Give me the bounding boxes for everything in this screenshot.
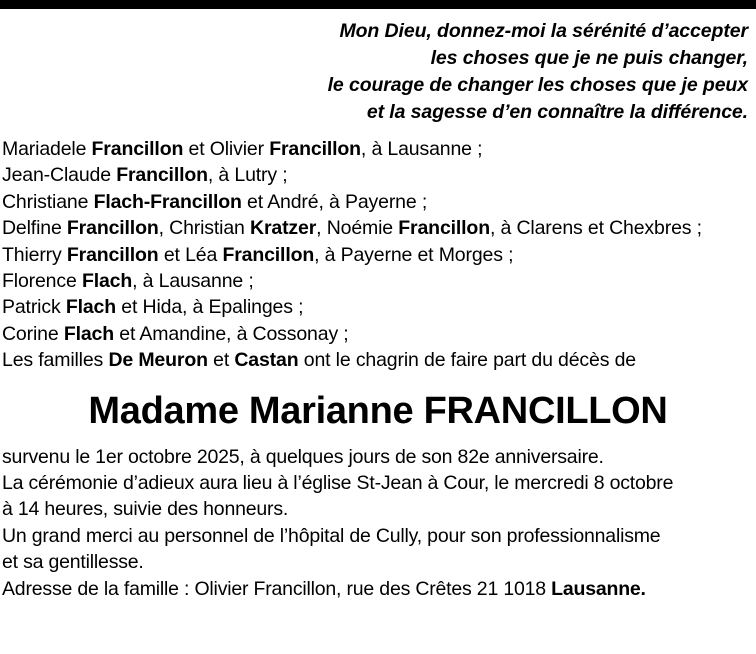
body-text: Patrick xyxy=(2,296,66,319)
prayer-line: Mon Dieu, donnez-moi la sérénité d’accepter xyxy=(339,20,748,42)
surname-text: Flach xyxy=(81,270,133,293)
detail-line xyxy=(2,496,754,522)
body-text: Thierry xyxy=(2,243,67,266)
detail-line xyxy=(2,444,754,470)
surname-text: Francillon xyxy=(66,243,159,266)
family-line xyxy=(2,189,754,215)
surname-text: Flach xyxy=(65,296,117,319)
surname-text: Flach xyxy=(63,322,114,345)
family-line xyxy=(2,215,754,241)
family-line xyxy=(2,321,754,347)
body-text: , à Lausanne ; xyxy=(360,138,483,160)
surname-text: Lausanne. xyxy=(551,577,646,600)
prayer-block xyxy=(0,9,756,126)
body-text: survenu le 1er octobre 2025, à quelques jours de son 82e anniversaire. xyxy=(2,445,604,468)
detail-line xyxy=(2,523,754,549)
surname-text: De Meuron xyxy=(108,349,208,372)
family-line xyxy=(2,294,754,320)
body-text: et sa gentillesse. xyxy=(2,551,144,574)
body-text: , à Payerne et Morges ; xyxy=(314,243,514,266)
detail-line xyxy=(2,576,754,602)
surname-text: Francillon xyxy=(116,164,208,187)
body-text: Les familles xyxy=(2,349,109,372)
family-line xyxy=(2,347,754,373)
surname-text: Kratzer xyxy=(250,217,317,240)
surname-text: Flach-Francillon xyxy=(93,190,242,213)
body-text: , à Lausanne ; xyxy=(132,270,254,293)
body-text: Corine xyxy=(2,322,64,345)
prayer-line: les choses que je ne puis changer, xyxy=(430,47,748,69)
body-text: Christiane xyxy=(2,190,94,213)
deceased-name: Madame Marianne FRANCILLON xyxy=(88,389,668,432)
surname-text: Francillon xyxy=(222,243,315,266)
body-text: Adresse de la famille : Olivier Francillon, rue des Crêtes 21 1018 xyxy=(2,577,552,600)
body-text: à 14 heures, suivie des honneurs. xyxy=(2,498,289,521)
body-text: Jean-Claude xyxy=(2,164,117,187)
top-divider xyxy=(0,0,756,9)
body-text: ont le chagrin de faire part du décès de xyxy=(298,349,636,372)
detail-line xyxy=(2,549,754,575)
body-text: La cérémonie d’adieux aura lieu à l’église St-Jean à Cour, le mercredi 8 octobre xyxy=(2,472,674,495)
body-text: , à Clarens et Chexbres ; xyxy=(489,217,702,240)
body-text: , à Lutry ; xyxy=(207,164,288,187)
surname-text: Francillon xyxy=(91,138,184,160)
body-text: et Amandine, à Cossonay ; xyxy=(114,322,349,345)
body-text: et xyxy=(207,349,235,372)
family-line xyxy=(2,136,754,162)
surname-text: Castan xyxy=(234,349,299,372)
body-text: , Noémie xyxy=(316,217,399,240)
prayer-line: et la sagesse d’en connaître la différence. xyxy=(366,101,748,123)
surname-text: Francillon xyxy=(398,217,490,240)
body-text: Un grand merci au personnel de l’hôpital de Cully, pour son professionnalisme xyxy=(2,524,661,547)
family-line xyxy=(2,268,754,294)
family-list xyxy=(0,126,756,374)
surname-text: Francillon xyxy=(269,138,361,160)
body-text: Florence xyxy=(2,270,82,293)
body-text: et Olivier xyxy=(183,138,270,160)
body-text: Mariadele xyxy=(2,138,92,160)
body-text: , Christian xyxy=(158,217,251,240)
body-text: et Hida, à Epalinges ; xyxy=(116,296,304,319)
family-line xyxy=(2,162,754,188)
detail-line xyxy=(2,470,754,496)
family-line xyxy=(2,242,754,268)
body-text: Delfine xyxy=(2,217,67,240)
details-block xyxy=(0,444,756,602)
body-text: et André, à Payerne ; xyxy=(241,190,428,213)
surname-text: Francillon xyxy=(66,217,159,240)
prayer-line: le courage de changer les choses que je peux xyxy=(327,74,748,96)
body-text: et Léa xyxy=(158,243,223,266)
